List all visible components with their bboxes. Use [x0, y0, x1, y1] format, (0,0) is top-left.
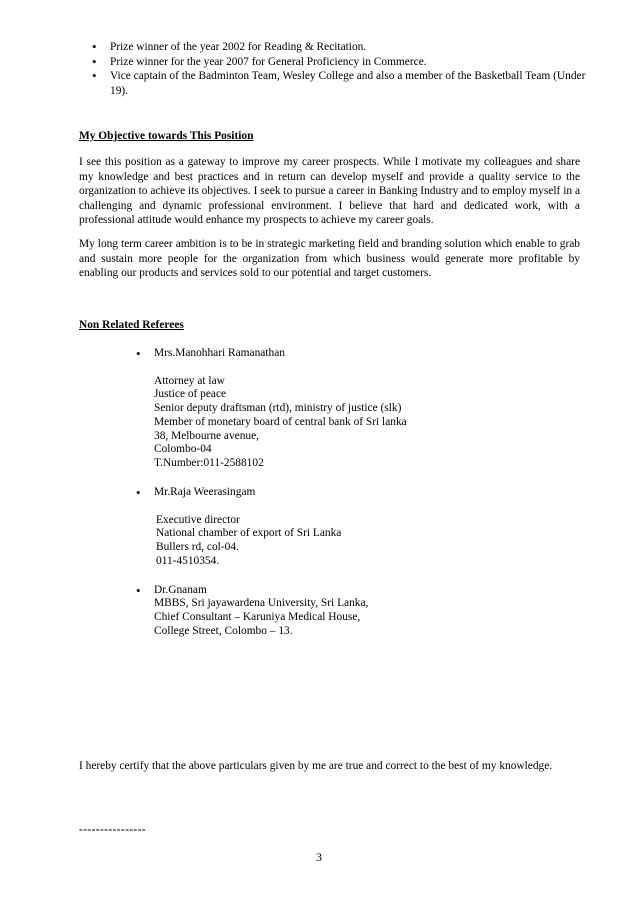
- achievement-item: • Vice captain of the Badminton Team, Wesley College and also a member of the Basketball Team (Under 19).: [92, 69, 592, 98]
- referee-detail-line: College Street, Colombo – 13.: [154, 624, 293, 637]
- referee-detail-line: National chamber of export of Sri Lanka: [156, 527, 342, 540]
- referee-item: [136, 583, 556, 639]
- referee-detail-line: Executive director: [156, 513, 240, 526]
- referee-item: [136, 346, 556, 471]
- referee-name: • Mrs.Manohhari Ramanathan: [154, 347, 285, 359]
- referee-detail-line: Attorney at law: [154, 374, 225, 387]
- referee-detail-line: Senior deputy draftsman (rtd), ministry of justice (slk): [154, 402, 402, 415]
- achievements-list: [92, 40, 592, 98]
- objective-paragraph-2: My long term career ambition is to be in strategic marketing field and branding solution which enable to grab and sustain more people for the organization from which business would generate more profitable by enabling our products and services sold to our potential and target customers.: [79, 238, 580, 279]
- referee-detail-line: Colombo-04: [154, 443, 212, 456]
- referee-details: [154, 597, 556, 638]
- signature-line: ----------------: [79, 824, 147, 836]
- referee-detail-line: 011-4510354.: [156, 554, 220, 567]
- objective-paragraph-1: I see this position as a gateway to improve my career prospects. While I motivate my colleagues and share my knowledge and best practices and in return can develop myself and provide a quality service to the organization to achieve its objectives. I seek to pursue a career in Banking Industry and to employ myself in a challenging and dynamic professional environment. I believe that hard and dedicated work, with a professional attitude would enhance my prospects to achieve my career goals.: [79, 156, 580, 226]
- referee-detail-line: Member of monetary board of central bank of Sri lanka: [154, 415, 407, 428]
- referee-name: • Dr.Gnanam: [154, 583, 207, 596]
- referee-item: [136, 485, 556, 569]
- referee-detail-line: MBBS, Sri jayawardena University, Sri Lanka,: [154, 597, 369, 610]
- referee-detail-line: Chief Consultant – Karuniya Medical House,: [154, 611, 361, 624]
- page-number: 3: [316, 850, 322, 864]
- objective-heading: My Objective towards This Position: [79, 130, 254, 142]
- achievement-item: • Prize winner for the year 2007 for General Proficiency in Commerce.: [92, 55, 592, 70]
- referee-detail-line: T.Number:011-2588102: [154, 457, 264, 470]
- referee-detail-line: 38, Melbourne avenue,: [154, 429, 260, 442]
- certification-statement: I hereby certify that the above particulars given by me are true and correct to the best of my knowledge.: [79, 760, 553, 772]
- referee-detail-line: Bullers rd, col-04.: [156, 541, 239, 554]
- referee-details: [154, 514, 556, 569]
- referees-heading: Non Related Referees: [79, 319, 184, 331]
- achievement-item: • Prize winner of the year 2002 for Reading & Recitation.: [92, 40, 592, 55]
- referees-list: [136, 346, 556, 639]
- referee-details: [154, 375, 556, 472]
- referee-name: • Mr.Raja Weerasingam: [154, 486, 256, 499]
- referee-detail-line: Justice of peace: [154, 388, 227, 401]
